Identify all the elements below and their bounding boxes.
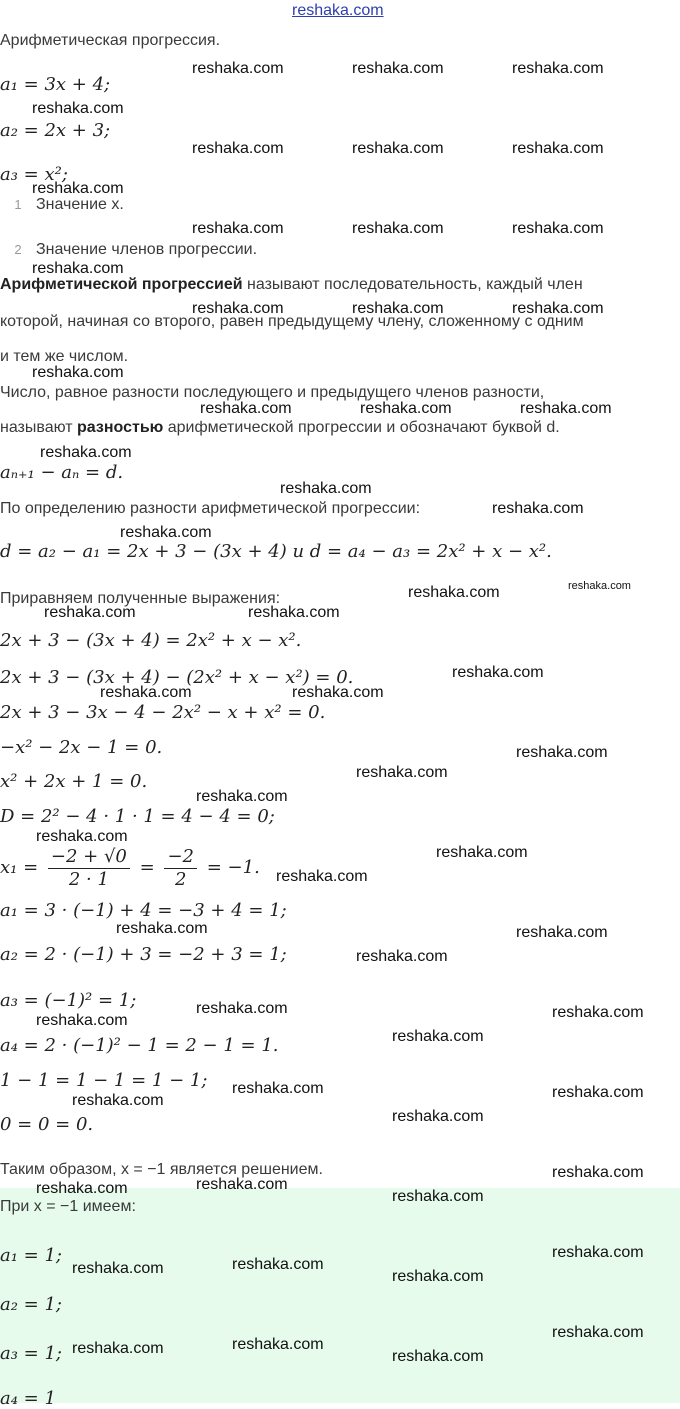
answer-intro: При x = −1 имеем: <box>0 1198 136 1215</box>
watermark: reshaka.com <box>72 1260 164 1277</box>
watermark: reshaka.com <box>292 684 384 701</box>
difference-line: Число, равное разности последующего и предыдущего членов разности, <box>0 384 545 401</box>
watermark: reshaka.com <box>452 664 544 681</box>
watermark: reshaka.com <box>512 300 604 317</box>
definition-line: и тем же числом. <box>0 348 129 365</box>
solution-step: 2x + 3 − (3x + 4) − (2x² + x − x²) = 0. <box>0 667 354 688</box>
discriminant-step: D = 2² − 4 · 1 · 1 = 4 − 4 = 0; <box>0 806 275 827</box>
watermark: reshaka.com <box>32 260 124 277</box>
site-watermark-link[interactable]: reshaka.com <box>292 2 384 19</box>
definition-term: Арифметической прогрессией <box>0 276 243 293</box>
watermark: reshaka.com <box>36 1012 128 1029</box>
fraction-denominator: 2 <box>175 868 187 890</box>
watermark: reshaka.com <box>72 1340 164 1357</box>
watermark: reshaka.com <box>36 828 128 845</box>
answer-block <box>0 1188 680 1403</box>
root-lhs: x₁ = <box>0 857 39 879</box>
solution-step: 2x + 3 − (3x + 4) = 2x² + x − x². <box>0 630 302 651</box>
watermark: reshaka.com <box>552 1244 644 1261</box>
definition-line <box>0 276 583 294</box>
watermark: reshaka.com <box>200 400 292 417</box>
fraction-denominator: 2 · 1 <box>68 868 109 890</box>
task-text: Значение членов прогрессии. <box>36 241 258 258</box>
task-item <box>0 196 124 214</box>
watermark: reshaka.com <box>116 920 208 937</box>
watermark: reshaka.com <box>352 300 444 317</box>
check-step: a₂ = 2 · (−1) + 3 = −2 + 3 = 1; <box>0 944 287 965</box>
task-number: 1 <box>14 197 22 212</box>
watermark: reshaka.com <box>192 140 284 157</box>
root-rhs: = −1. <box>206 857 260 879</box>
root-fraction <box>48 846 130 890</box>
watermark: reshaka.com <box>392 1028 484 1045</box>
watermark: reshaka.com <box>192 300 284 317</box>
watermark: reshaka.com <box>192 220 284 237</box>
watermark: reshaka.com <box>512 140 604 157</box>
by-definition-text: По определению разности арифметической прогрессии: <box>0 500 421 517</box>
watermark: reshaka.com <box>492 500 584 517</box>
given-a3: a₃ = x²; <box>0 164 68 185</box>
watermark: reshaka.com <box>248 604 340 621</box>
task-item <box>0 241 257 259</box>
task-number: 2 <box>14 242 22 257</box>
problem-title: Арифметическая прогрессия. <box>0 32 221 49</box>
watermark: reshaka.com <box>520 400 612 417</box>
watermark: reshaka.com <box>392 1108 484 1125</box>
watermark: reshaka.com <box>408 584 500 601</box>
equate-text: Приравняем полученные выражения: <box>0 590 281 607</box>
watermark: reshaka.com <box>356 948 448 965</box>
watermark: reshaka.com <box>356 764 448 781</box>
watermark: reshaka.com <box>32 364 124 381</box>
watermark: reshaka.com <box>36 1180 128 1197</box>
watermark: reshaka.com <box>516 924 608 941</box>
by-definition-equation: d = a₂ − a₁ = 2x + 3 − (3x + 4) и d = a₄ − a₃ = 2x² + x − x². <box>0 541 552 562</box>
check-step: 1 − 1 = 1 − 1 = 1 − 1; <box>0 1070 208 1091</box>
watermark: reshaka.com <box>196 1176 288 1193</box>
answer-value: a₁ = 1; <box>0 1245 62 1266</box>
difference-line <box>0 419 560 437</box>
watermark: reshaka.com <box>392 1188 484 1205</box>
difference-term: разностью <box>77 419 164 436</box>
watermark: reshaka.com <box>352 220 444 237</box>
watermark: reshaka.com <box>352 60 444 77</box>
watermark: reshaka.com <box>196 788 288 805</box>
solution-step: 2x + 3 − 3x − 4 − 2x² − x + x² = 0. <box>0 702 326 723</box>
watermark: reshaka.com <box>552 1084 644 1101</box>
conclusion-text: Таким образом, x = −1 является решением. <box>0 1161 323 1178</box>
watermark: reshaka.com <box>392 1268 484 1285</box>
watermark: reshaka.com <box>232 1256 324 1273</box>
difference-formula: aₙ₊₁ − aₙ = d. <box>0 462 124 483</box>
watermark: reshaka.com <box>196 1000 288 1017</box>
watermark: reshaka.com <box>360 400 452 417</box>
answer-value: a₄ = 1 <box>0 1388 56 1409</box>
watermark: reshaka.com <box>276 868 368 885</box>
watermark: reshaka.com <box>436 844 528 861</box>
watermark: reshaka.com <box>512 60 604 77</box>
watermark: reshaka.com <box>120 524 212 541</box>
difference-pre: называют <box>0 419 78 436</box>
watermark: reshaka.com <box>232 1336 324 1353</box>
watermark: reshaka.com <box>100 684 192 701</box>
watermark: reshaka.com <box>516 744 608 761</box>
check-step: 0 = 0 = 0. <box>0 1114 94 1135</box>
watermark: reshaka.com <box>72 1092 164 1109</box>
given-a2: a₂ = 2x + 3; <box>0 120 111 141</box>
watermark: reshaka.com <box>352 140 444 157</box>
check-step: a₁ = 3 · (−1) + 4 = −3 + 4 = 1; <box>0 900 287 921</box>
watermark: reshaka.com <box>552 1164 644 1181</box>
watermark: reshaka.com <box>552 1324 644 1341</box>
watermark: reshaka.com <box>552 1004 644 1021</box>
answer-value: a₂ = 1; <box>0 1294 62 1315</box>
watermark: reshaka.com <box>32 100 124 117</box>
watermark: reshaka.com <box>392 1348 484 1365</box>
watermark: reshaka.com <box>192 60 284 77</box>
difference-post: арифметической прогрессии и обозначают буквой d. <box>163 419 560 436</box>
solution-step: −x² − 2x − 1 = 0. <box>0 737 163 758</box>
definition-text: называют последовательность, каждый член <box>242 276 583 293</box>
given-a1: a₁ = 3x + 4; <box>0 74 111 95</box>
watermark: reshaka.com <box>232 1080 324 1097</box>
root-fraction <box>164 846 197 890</box>
watermark: reshaka.com <box>32 180 124 197</box>
watermark: reshaka.com <box>568 580 631 592</box>
watermark: reshaka.com <box>512 220 604 237</box>
root-eq: = <box>139 857 155 879</box>
check-step: a₃ = (−1)² = 1; <box>0 990 137 1011</box>
fraction-numerator: −2 + √0 <box>48 846 130 869</box>
watermark: reshaka.com <box>280 480 372 497</box>
answer-value: a₃ = 1; <box>0 1343 62 1364</box>
task-text: Значение x. <box>36 196 124 213</box>
watermark: reshaka.com <box>40 444 132 461</box>
watermark: reshaka.com <box>44 604 136 621</box>
fraction-numerator: −2 <box>164 846 197 869</box>
definition-line: которой, начиная со второго, равен предыдущему члену, сложенному с одним <box>0 313 584 330</box>
root-formula <box>0 846 260 890</box>
check-step: a₄ = 2 · (−1)² − 1 = 2 − 1 = 1. <box>0 1035 279 1056</box>
solution-step: x² + 2x + 1 = 0. <box>0 771 148 792</box>
